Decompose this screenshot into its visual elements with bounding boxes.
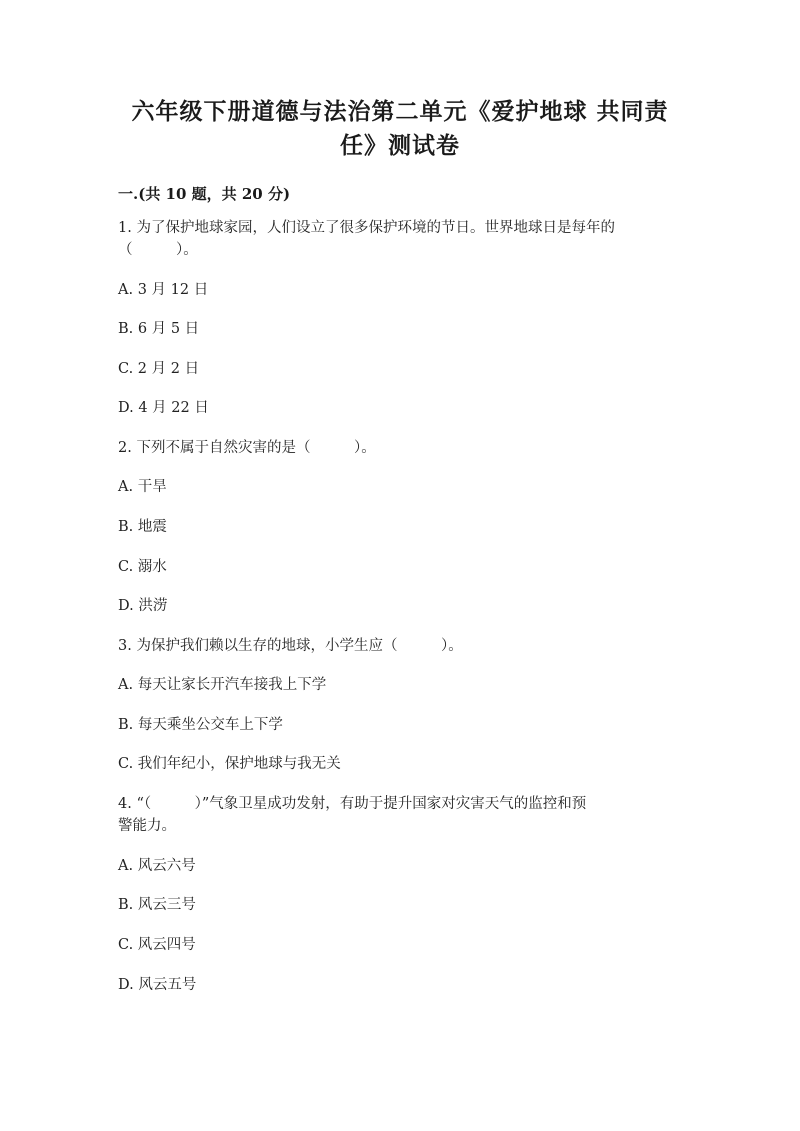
question-4-option-a: A. 风云六号 xyxy=(118,858,196,874)
question-4-option-d: D. 风云五号 xyxy=(118,977,197,993)
question-4-stem: 4. “（ ）”气象卫星成功发射，有助于提升国家对灾害天气的监控和预 xyxy=(118,796,587,812)
question-2-option-b: B. 地震 xyxy=(118,519,167,535)
question-3-option-c: C. 我们年纪小，保护地球与我无关 xyxy=(118,756,341,772)
section-header: 一.(共 10 题，共 20 分) xyxy=(118,185,291,203)
question-2-option-a: A. 干旱 xyxy=(118,479,167,495)
question-3-option-a: A. 每天让家长开汽车接我上下学 xyxy=(118,677,327,693)
question-2-option-c: C. 溺水 xyxy=(118,559,167,575)
question-2-stem: 2. 下列不属于自然灾害的是（ ）。 xyxy=(118,440,376,456)
question-3-option-b: B. 每天乘坐公交车上下学 xyxy=(118,717,283,733)
page-title: 六年级下册道德与法治第二单元《爱护地球 共同责 xyxy=(131,98,669,125)
question-1-option-b: B. 6 月 5 日 xyxy=(118,321,200,337)
question-1-stem-continued: （ ）。 xyxy=(118,242,198,258)
question-2-option-d: D. 洪涝 xyxy=(118,598,168,614)
question-1-option-d: D. 4 月 22 日 xyxy=(118,400,209,416)
question-4-option-b: B. 风云三号 xyxy=(118,897,196,913)
page-title-continued: 任》测试卷 xyxy=(340,132,460,159)
question-1-option-c: C. 2 月 2 日 xyxy=(118,361,200,377)
question-3-stem: 3. 为保护我们赖以生存的地球，小学生应（ ）。 xyxy=(118,638,463,654)
question-1-stem: 1. 为了保护地球家园，人们设立了很多保护环境的节日。世界地球日是每年的 xyxy=(118,220,615,236)
question-4-stem-continued: 警能力。 xyxy=(118,818,176,834)
question-1-option-a: A. 3 月 12 日 xyxy=(118,282,209,298)
question-4-option-c: C. 风云四号 xyxy=(118,937,196,953)
